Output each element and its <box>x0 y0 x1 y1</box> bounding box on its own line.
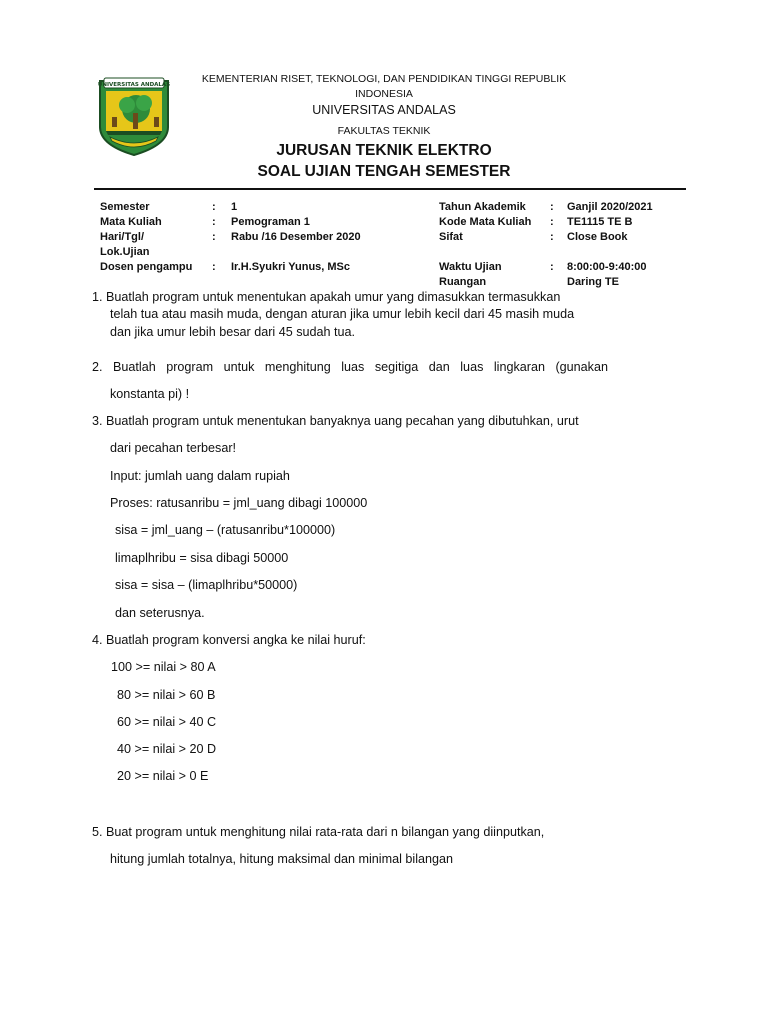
lecturer-sep: : <box>212 261 216 273</box>
q5-line-1: 5. Buat program untuk menghitung nilai rata-rata dari n bilangan yang diinputkan, <box>92 825 545 839</box>
year-value: Ganjil 2020/2021 <box>567 201 653 213</box>
q4-line-5: 40 >= nilai > 20 D <box>117 742 217 756</box>
day-sep: : <box>212 231 216 243</box>
year-label: Tahun Akademik <box>439 201 526 213</box>
course-sep: : <box>212 216 216 228</box>
ministry-line-1: KEMENTERIAN RISET, TEKNOLOGI, DAN PENDIDIKAN TINGGI REPUBLIK <box>201 73 567 85</box>
day-label: Hari/Tgl/ <box>100 231 145 243</box>
course-label: Mata Kuliah <box>100 216 162 228</box>
room-value: Daring TE <box>567 276 619 288</box>
ministry-line-2: INDONESIA <box>355 88 413 100</box>
nature-label: Sifat <box>439 231 463 243</box>
q3-line-2: dari pecahan terbesar! <box>110 441 237 455</box>
lecturer-value: Ir.H.Syukri Yunus, MSc <box>231 261 351 273</box>
lecturer-label: Dosen pengampu <box>100 261 193 273</box>
university-name: UNIVERSITAS ANDALAS <box>312 103 456 117</box>
semester-label: Semester <box>100 201 150 213</box>
q3-line-3: Input: jumlah uang dalam rupiah <box>110 469 290 483</box>
code-label: Kode Mata Kuliah <box>439 216 532 228</box>
exam-title: SOAL UJIAN TENGAH SEMESTER <box>257 163 511 180</box>
time-label: Waktu Ujian <box>439 261 502 273</box>
logo-text: UNIVERSITAS ANDALAS <box>97 82 171 88</box>
q3-line-7: sisa = sisa – (limaplhribu*50000) <box>115 578 298 592</box>
faculty-name: FAKULTAS TEKNIK <box>337 125 431 137</box>
semester-value: 1 <box>231 201 238 213</box>
q3-line-8: dan seterusnya. <box>115 606 205 620</box>
q5-line-2: hitung jumlah totalnya, hitung maksimal dan minimal bilangan <box>110 852 454 866</box>
q2-line-1: 2. Buatlah program untuk menghitung luas segitiga dan luas lingkaran (gunakan <box>92 360 608 374</box>
time-value: 8:00:00-9:40:00 <box>567 261 647 273</box>
day-value: Rabu /16 Desember 2020 <box>231 231 361 243</box>
year-sep: : <box>550 201 554 213</box>
q4-line-1: 4. Buatlah program konversi angka ke nilai huruf: <box>92 633 366 647</box>
q4-line-4: 60 >= nilai > 40 C <box>117 715 217 729</box>
q4-line-6: 20 >= nilai > 0 E <box>117 769 209 783</box>
q3-line-6: limaplhribu = sisa dibagi 50000 <box>115 551 289 565</box>
code-value: TE1115 TE B <box>567 216 633 228</box>
header-divider <box>94 188 686 190</box>
course-value: Pemograman 1 <box>231 216 310 228</box>
q3-line-4: Proses: ratusanribu = jml_uang dibagi 100000 <box>110 496 368 510</box>
code-sep: : <box>550 216 554 228</box>
q1-line-1: 1. Buatlah program untuk menentukan apakah umur yang dimasukkan termasukkan <box>92 290 561 304</box>
q1-line-2: telah tua atau masih muda, dengan aturan jika umur lebih kecil dari 45 masih muda <box>110 307 575 321</box>
q4-line-3: 80 >= nilai > 60 B <box>117 688 216 702</box>
department-name: JURUSAN TEKNIK ELEKTRO <box>276 142 492 159</box>
q2-line-2: konstanta pi) ! <box>110 387 190 401</box>
q4-line-2: 100 >= nilai > 80 A <box>111 660 216 674</box>
nature-value: Close Book <box>567 231 628 243</box>
q1-line-3: dan jika umur lebih besar dari 45 sudah tua. <box>110 325 356 339</box>
q3-line-5: sisa = jml_uang – (ratusanribu*100000) <box>115 523 336 537</box>
time-sep: : <box>550 261 554 273</box>
day-label-2: Lok.Ujian <box>100 246 150 258</box>
semester-sep: : <box>212 201 216 213</box>
room-label: Ruangan <box>439 276 487 288</box>
nature-sep: : <box>550 231 554 243</box>
q3-line-1: 3. Buatlah program untuk menentukan banyaknya uang pecahan yang dibutuhkan, urut <box>92 414 579 428</box>
